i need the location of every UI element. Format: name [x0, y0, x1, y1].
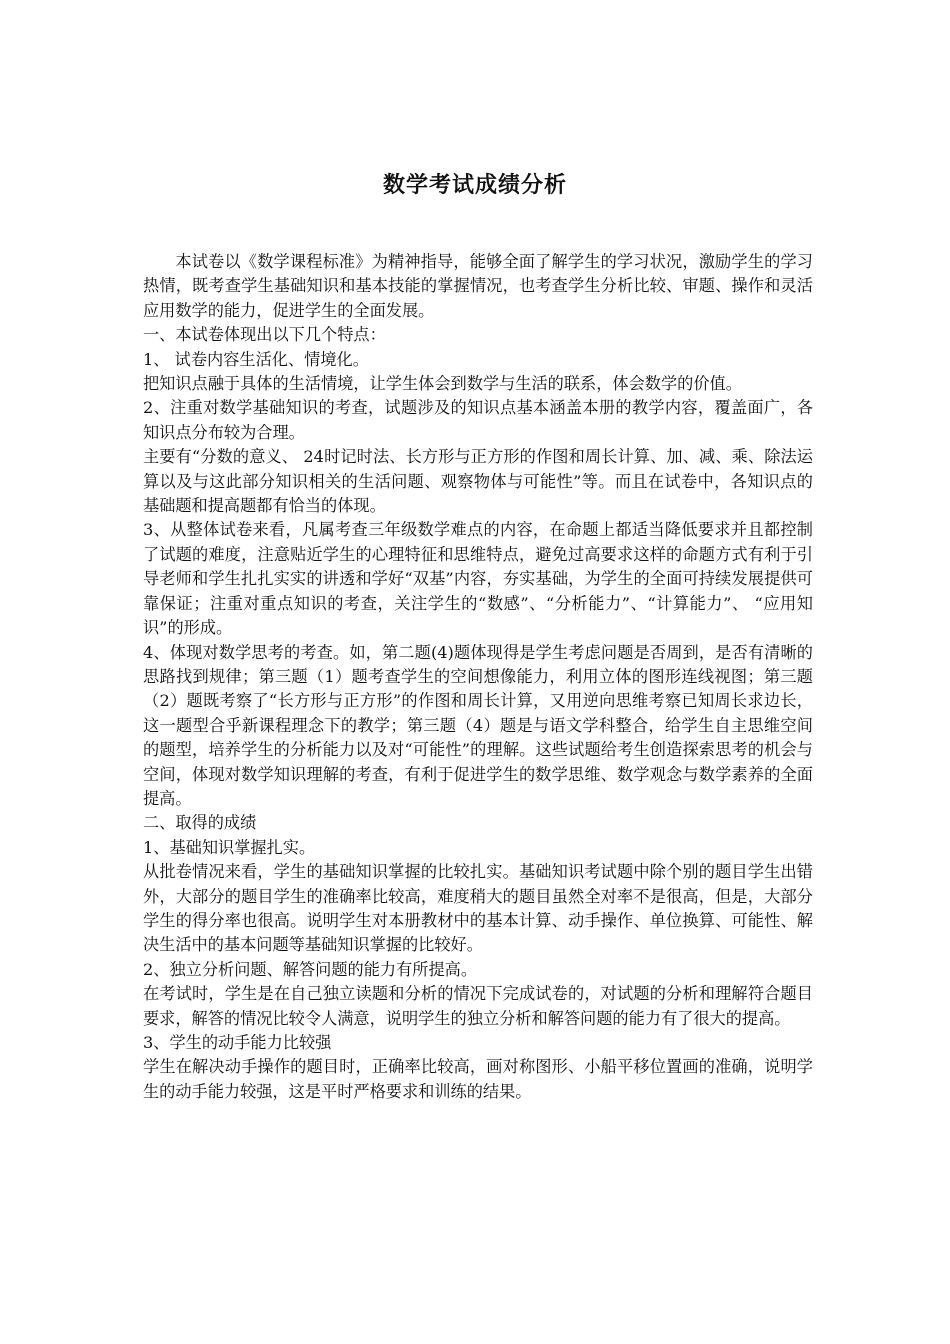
- paragraph: 学生在解决动手操作的题目时，正确率比较高，画对称图形、小船平移位置画的准确，说明学生的动手能力较强，这是平时严格要求和训练的结果。: [143, 1057, 813, 1101]
- paragraph: 在考试时，学生是在自己独立读题和分析的情况下完成试卷的，对试题的分析和理解符合题目要求，解答的情况比较令人满意，说明学生的独立分析和解答问题的能力有了很大的提高。: [143, 984, 813, 1028]
- paragraph: 4、体现对数学思考的考查。如，第二题(4)题体现得是学生考虑问题是否周到，是否有清晰的思路找到规律；第三题（1）题考查学生的空间想像能力，利用立体的图形连线视图；第三题（2）题既考察了“长方形与正方形”的作图和周长计算，又用逆向思维考察已知周长求边长，这一题型合乎新课程理念下的教学；第三题（4）题是与语文学科整合，给学生自主思维空间的题型，培养学生的分析能力以及对“可能性”的理解。这些试题给考生创造探索思考的机会与空间，体现对数学知识理解的考查，有利于促进学生的数学思维、数学观念与数学素养的全面提高。: [143, 642, 813, 808]
- paragraph: 把知识点融于具体的生活情境，让学生体会到数学与生活的联系，体会数学的价值。: [143, 374, 742, 394]
- paragraph: 二、取得的成绩: [143, 813, 257, 833]
- paragraph: 3、从整体试卷来看，凡属考查三年级数学难点的内容，在命题上都适当降低要求并且都控制了试题的难度，注意贴近学生的心理特征和思维特点，避免过高要求这样的命题方式有利于引导老师和学生扎扎实实的讲透和学好“双基”内容，夯实基础，为学生的全面可持续发展提供可靠保证；注重对重点知识的考查，关注学生的“数感”、“分析能力”、“计算能力”、 “应用知识”的形成。: [143, 520, 813, 638]
- paragraph: 2、注重对数学基础知识的考查，试题涉及的知识点基本涵盖本册的教学内容，覆盖面广，各知识点分布较为合理。: [143, 398, 813, 442]
- paragraph: 3、学生的动手能力比较强: [143, 1033, 332, 1052]
- page-title: 数学考试成绩分析: [382, 173, 567, 198]
- paragraph: 一、本试卷体现出以下几个特点：: [143, 325, 386, 345]
- paragraph: 主要有“分数的意义、 24时记时法、长方形与正方形的作图和周长计算、加、减、乘、除法运算以及与这此部分知识相关的生活问题、观察物体与可能性”等。而且在试卷中，各知识点的基础题和提高题都有恰当的体现。: [143, 447, 813, 516]
- paragraph: 2、独立分析问题、解答问题的能力有所提高。: [143, 959, 478, 979]
- paragraph: 1、基础知识掌握扎实。: [143, 837, 316, 857]
- paragraph: 从批卷情况来看，学生的基础知识掌握的比较扎实。基础知识考试题中除个别的题目学生出错外，大部分的题目学生的准确率比较高，难度稍大的题目虽然全对率不是很高，但是，大部分学生的得分率也很高。说明学生对本册教材中的基本计算、动手操作、单位换算、可能性、解决生活中的基本问题等基础知识掌握的比较好。: [143, 862, 813, 955]
- paragraph: 1、 试卷内容生活化、情境化。: [143, 349, 369, 369]
- document-body: [143, 250, 813, 1104]
- paragraph: 本试卷以《数学课程标准》为精神指导，能够全面了解学生的学习状况，激励学生的学习热情，既考查学生基础知识和基本技能的掌握情况，也考查学生分析比较、审题、操作和灵活应用数学的能力，促进学生的全面发展。: [143, 252, 813, 320]
